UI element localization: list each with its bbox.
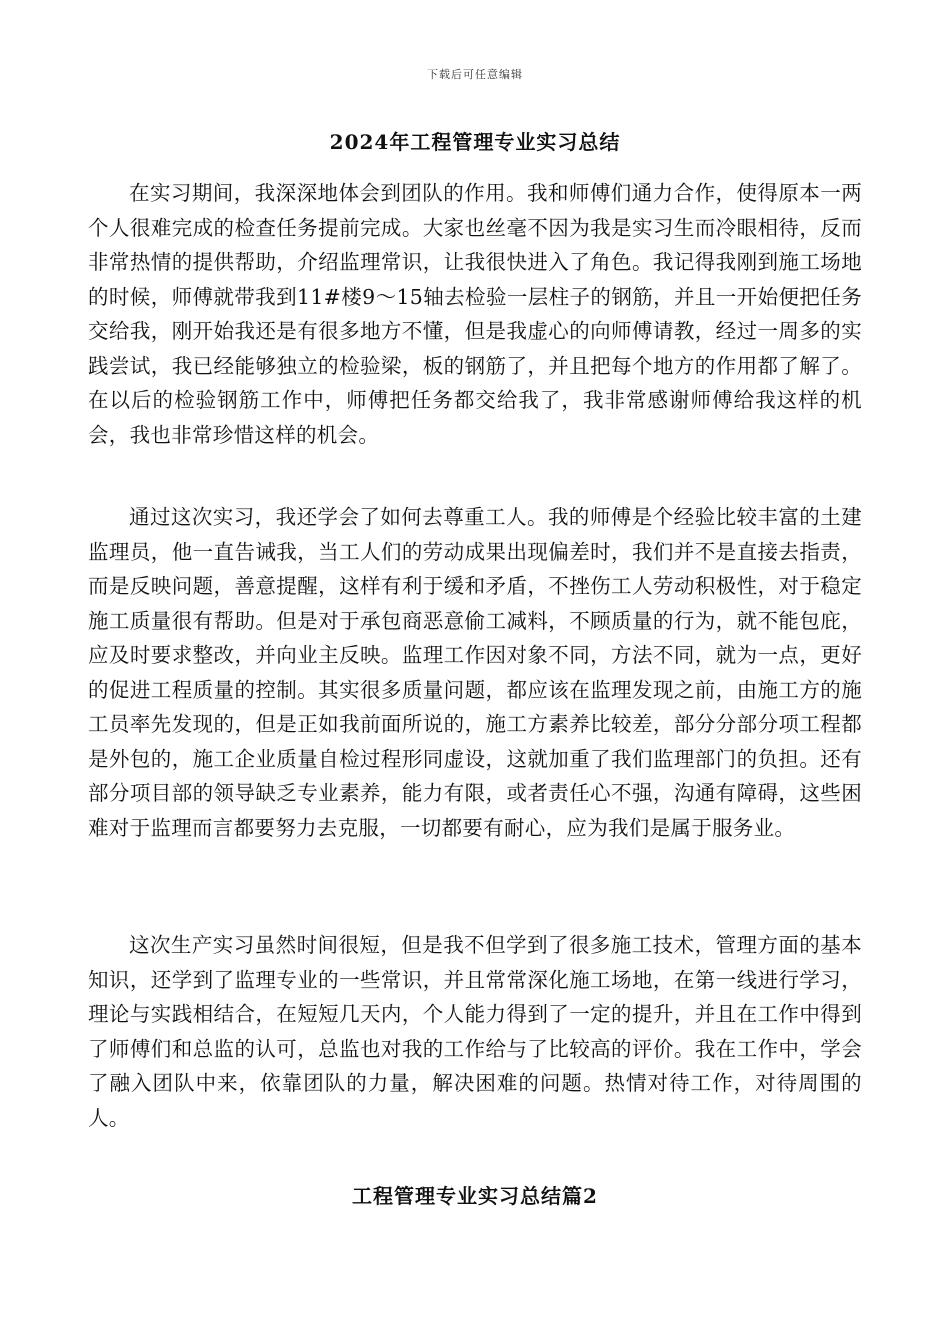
paragraph-3: 这次生产实习虽然时间很短，但是我不但学到了很多施工技术，管理方面的基本知识，还学到了监理专业的一些常识，并且常常深化施工场地，在第一线进行学习，理论与实践相结合，在短短几天内，个人能力得到了一定的提升，并且在工作中得到了师傅们和总监的认可，总监也对我的工作给与了比较高的评价。我在工作中，学会了融入团队中来，依靠团队的力量，解决困难的问题。热情对待工作，对待周围的人。 bbox=[88, 933, 862, 1130]
section-title: 工程管理专业实习总结篇2 bbox=[352, 1184, 598, 1208]
paragraph-1: 在实习期间，我深深地体会到团队的作用。我和师傅们通力合作，使得原本一两个人很难完成的检查任务提前完成。大家也丝毫不因为我是实习生而冷眼相待，反而非常热情的提供帮助，介绍监理常识，让我很快进入了角色。我记得我刚到施工场地的时候，师傅就带我到11#楼9～15轴去检验一层柱子的钢筋，并且一开始便把任务交给我，刚开始我还是有很多地方不懂，但是我虚心的向师傅请教，经过一周多的实践尝试，我已经能够独立的检验梁，板的钢筋了，并且把每个地方的作用都了解了。在以后的检验钢筋工作中，师傅把任务都交给我了，我非常感谢师傅给我这样的机会，我也非常珍惜这样的机会。 bbox=[88, 181, 862, 447]
document-title: 2024年工程管理专业实习总结 bbox=[329, 130, 621, 154]
header-note: 下载后可任意编辑 bbox=[427, 68, 523, 81]
paragraph-2: 通过这次实习，我还学会了如何去尊重工人。我的师傅是个经验比较丰富的土建监理员，他一直告诫我，当工人们的劳动成果出现偏差时，我们并不是直接去指责，而是反映问题，善意提醒，这样有利于缓和矛盾，不挫伤工人劳动积极性，对于稳定施工质量很有帮助。但是对于承包商恶意偷工减料，不顾质量的行为，就不能包庇，应及时要求整改，并向业主反映。监理工作因对象不同，方法不同，就为一点，更好的促进工程质量的控制。其实很多质量问题，都应该在监理发现之前，由施工方的施工员率先发现的，但是正如我前面所说的，施工方素养比较差，部分分部分项工程都是外包的，施工企业质量自检过程形同虚设，这就加重了我们监理部门的负担。还有部分项目部的领导缺乏专业素养，能力有限，或者责任心不强，沟通有障碍，这些困难对于监理而言都要努力去克服，一切都要有耐心，应为我们是属于服务业。 bbox=[88, 505, 862, 840]
